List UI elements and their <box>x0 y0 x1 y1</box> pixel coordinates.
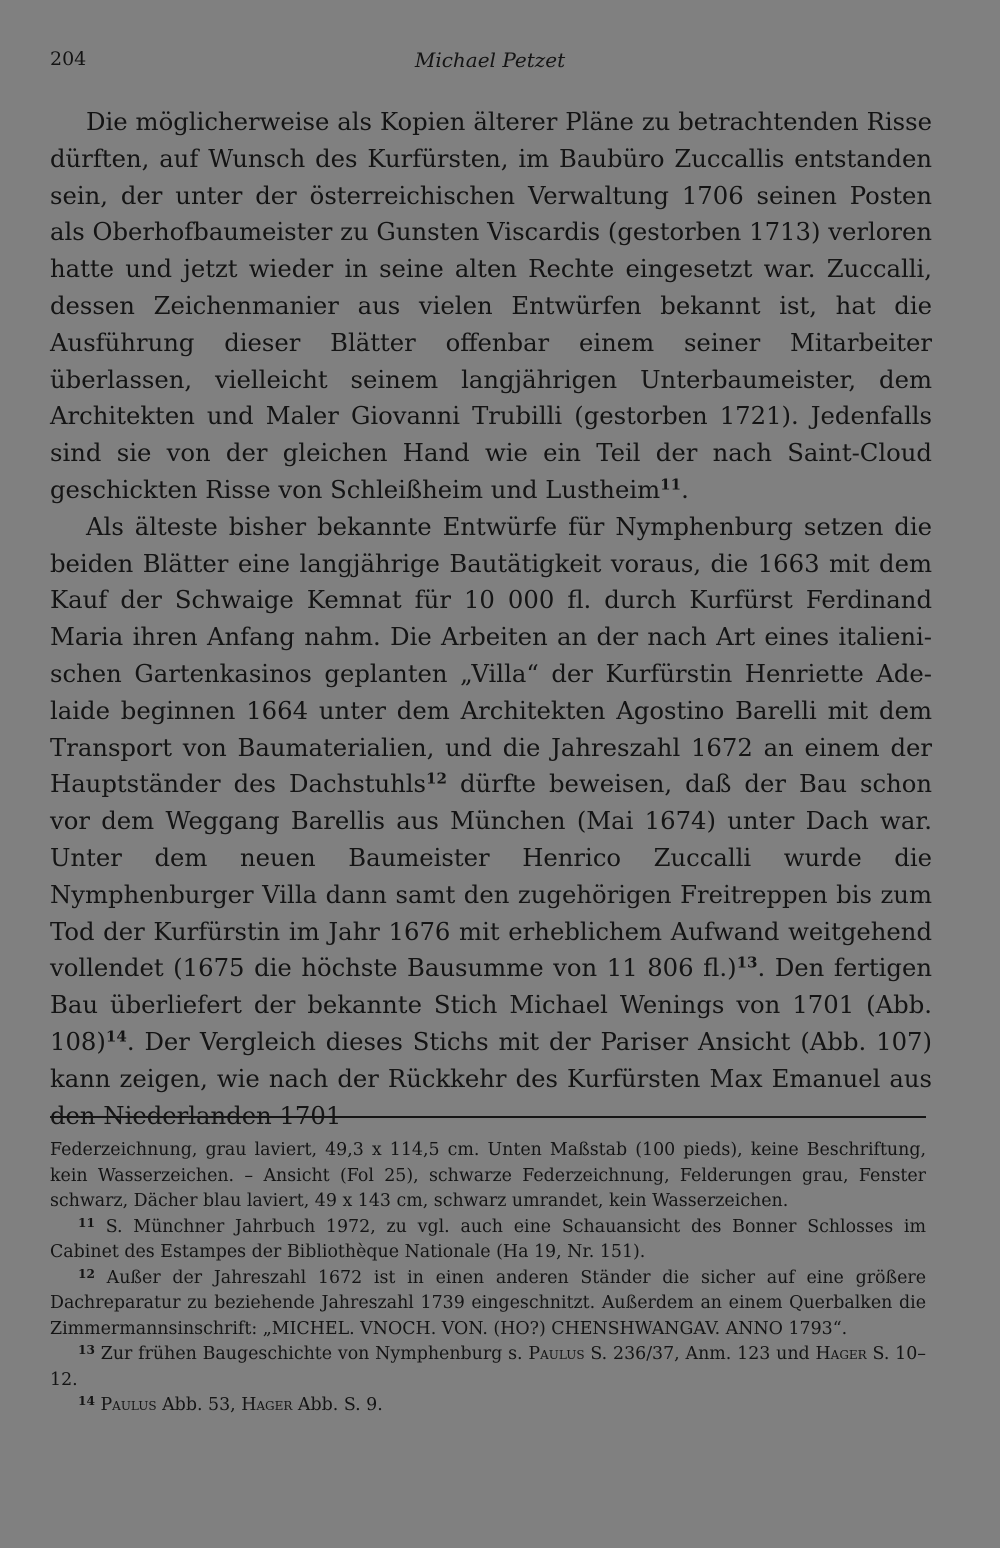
footnote-text: S. 10–12. <box>50 1344 927 1390</box>
footnote-text: Außer der Jahreszahl 1672 ist in einen anderen Ständer die sicher auf eine größere Dachreparatur zu beziehende Jahreszahl 1739 eingeschnitzt. Außerdem an einem Querbalken die Zimmermannsinschrift: „MICHEL. VNOCH. VON. (HO?) CHENSHWANGAV. ANNO 1793“. <box>50 1267 926 1339</box>
footnote-text: S. Münchner Jahrbuch 1972, zu vgl. auch eine Schauansicht des Bonner Schlosses im Cabinet des Estampes der Bibliothèque Nationale (Ha 19, Nr. 151). <box>50 1216 926 1262</box>
footnote-ref-11[interactable]: 11 <box>660 475 682 494</box>
footnote-13 <box>50 1342 926 1393</box>
footnote-divider <box>50 1116 926 1118</box>
paragraph-text: dürfte beweisen, daß der Bau schon vor dem Weggang Barellis aus München (Mai 1674) unter Dach war. Unter dem neuen Baumeister Henrico Zuccalli wurde die Nymphenburger Villa dann samt den zugehörigen Freitreppen bis zum Tod der Kurfürstin im Jahr 1676 mit erheblichem Aufwand weitgehend vollendet (1675 die höchste Bausumme von 11 806 fl.) <box>50 769 933 983</box>
paragraph-text: . Den fertigen Bau überliefert der bekannte Stich Michael Wenings von 1701 (Abb. 108) <box>50 953 932 1056</box>
author-name: Hager <box>241 1395 293 1415</box>
footnote-11 <box>50 1215 926 1266</box>
paragraph-text: . Der Vergleich dieses Stichs mit der Pariser Ansicht (Abb. 107) kann zeigen, wie nach der Rückkehr des Kurfürsten Max Emanuel aus den Niederlanden 1701 <box>50 1026 932 1130</box>
footnote-continuation: Federzeichnung, grau laviert, 49,3 x 114,5 cm. Unten Maßstab (100 pieds), keine Beschriftung, kein Wasserzeichen. – Ansicht (Fol 25), schwarze Federzeichnung, Felderungen grau, Fenster schwarz, Dächer blau laviert, 49 x 143 cm, schwarz umrandet, kein Wasserzeichen. <box>50 1140 926 1211</box>
footnote-number: 12 <box>78 1266 95 1281</box>
footnote-ref-12[interactable]: 12 <box>426 770 447 789</box>
paragraph-text: Als älteste bisher bekannte Entwürfe für Nymphenburg setzen die beiden Blätter eine langjährige Bautätigkeit voraus, die 1663 mit dem Kauf der Schwaige Kemnat für 10 000 fl. durch Kurfürst Ferdinand Maria ihren Anfang nahm. Die Arbeiten an der nach Art eines italienischen Gartenkasinos geplanten „Villa“ der Kurfürstin Henriette Adelaide beginnen 1664 unter dem Architekten Agostino Barelli mit dem Transport von Baumaterialien, und die Jahreszahl 1672 an einem der Hauptständer des Dachstuhls <box>50 511 932 799</box>
footnote-text: S. 236/37, Anm. 123 und <box>584 1344 816 1364</box>
footnote-text: Abb. S. 9. <box>292 1395 383 1415</box>
paragraph-text: . <box>681 474 689 504</box>
page-number: 204 <box>50 48 87 70</box>
footnote-14 <box>50 1393 926 1419</box>
author-name: Hager <box>815 1344 867 1364</box>
author-name: Paulus <box>100 1395 157 1415</box>
footnote-ref-13[interactable]: 13 <box>736 954 758 973</box>
footnote-text: Abb. 53, <box>156 1395 242 1415</box>
footnotes <box>50 1138 926 1419</box>
footnote-number: 11 <box>78 1215 95 1230</box>
footnote-text: Zur frühen Baugeschichte von Nymphenburg s. <box>100 1344 529 1364</box>
author-name: Paulus <box>528 1344 585 1364</box>
footnote-number: 14 <box>78 1394 95 1409</box>
main-text <box>50 104 932 1134</box>
running-title-author: Michael Petzet <box>414 48 566 72</box>
paragraph-text: Die möglicherweise als Kopien älterer Pläne zu betrachtenden Risse dürften, auf Wunsch des Kurfürsten, im Baubüro Zuccallis entstanden sein, der unter der österreichischen Verwaltung 1706 seinen Posten als Oberhofbaumeister zu Gunsten Viscardis (gestorben 1713) verloren hatte und jetzt wieder in seine alten Rechte eingesetzt war. Zuccalli, dessen Zeichenmanier aus vielen Entwürfen bekannt ist, hat die Ausführung dieser Blätter offenbar einem seiner Mitarbeiter überlassen, vielleicht seinem langjährigen Unterbaumeister, dem Architekten und Maler Giovanni Trubilli (gestorben 1721). Jedenfalls sind sie von der gleichen Hand wie ein Teil der nach Saint-Cloud geschickten Risse von Schleißheim und Lustheim <box>50 107 932 504</box>
paragraph-2 <box>50 509 932 1135</box>
footnote-12 <box>50 1266 926 1343</box>
footnote-number: 13 <box>78 1343 95 1358</box>
running-head <box>50 44 930 78</box>
footnote-ref-14[interactable]: 14 <box>105 1027 127 1046</box>
paragraph-1 <box>50 104 932 509</box>
